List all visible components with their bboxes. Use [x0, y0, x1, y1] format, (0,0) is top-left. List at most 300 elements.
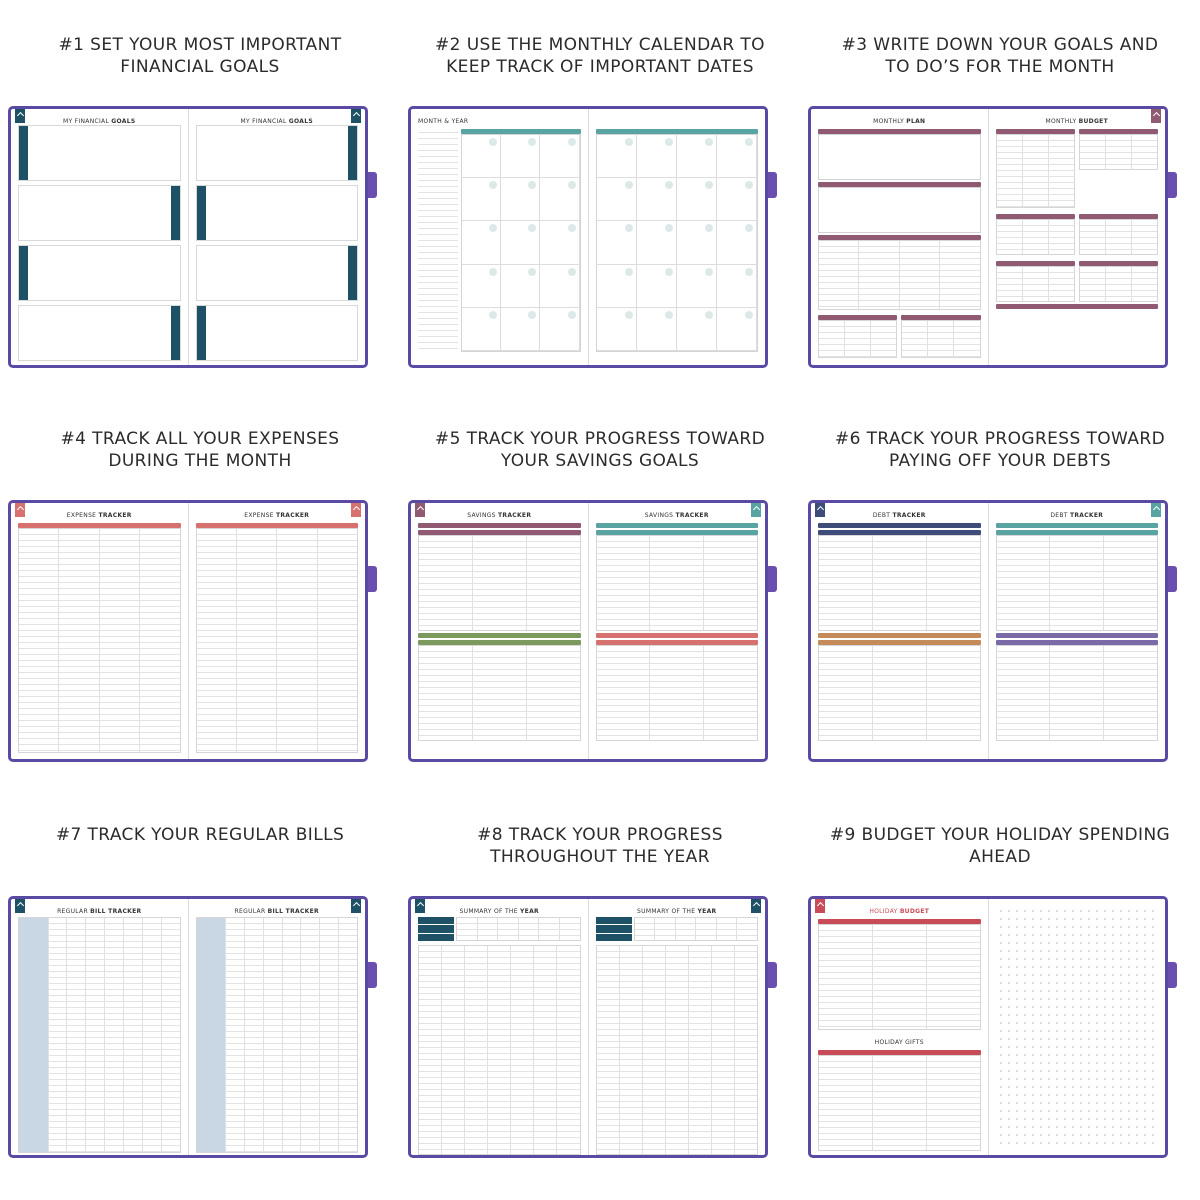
bill-col	[226, 918, 245, 1152]
day-dot	[705, 268, 713, 276]
goal-box	[196, 245, 359, 301]
day-cell	[462, 308, 501, 351]
bills-table-cols	[819, 241, 980, 309]
day-dot	[745, 311, 753, 319]
day-dot	[568, 311, 576, 319]
day-dot	[665, 268, 673, 276]
goal-header	[996, 523, 1159, 528]
log-table-col	[650, 646, 704, 740]
bills-table-col	[900, 241, 940, 309]
budget-cat	[996, 212, 1075, 255]
day-dot	[745, 224, 753, 232]
bookmark-ribbon	[15, 109, 25, 123]
day-cell	[637, 178, 677, 221]
spread-pages	[11, 109, 365, 365]
panel-3	[800, 0, 1200, 400]
right-page	[188, 899, 366, 1155]
cat-table-col	[1106, 220, 1132, 254]
summary-title-text: SUMMARY OF THE	[459, 908, 521, 915]
spread-pages	[11, 899, 365, 1155]
goal-box	[196, 125, 359, 181]
day-cell	[462, 265, 501, 308]
half	[818, 313, 897, 358]
day-cell	[540, 178, 579, 221]
summary-grid-col	[737, 918, 757, 940]
bookmark-ribbon	[15, 503, 25, 517]
bill-grid	[196, 917, 359, 1153]
bill-col	[320, 918, 339, 1152]
debt-title-bold: TRACKER	[1069, 512, 1104, 519]
bookmark-ribbon	[15, 899, 25, 913]
half-table-col	[871, 321, 896, 357]
goal-header	[818, 523, 981, 528]
bill-grid	[18, 917, 181, 1153]
bill-col	[19, 918, 49, 1152]
planner-spread	[808, 896, 1168, 1158]
caption-line: TO DO’S FOR THE MONTH	[885, 57, 1115, 77]
goal-label	[348, 246, 357, 300]
goal-label	[197, 186, 206, 240]
bookmark-tab	[368, 566, 377, 592]
day-cell	[717, 308, 757, 351]
left-page	[411, 899, 588, 1155]
gifts-table-col	[873, 1056, 927, 1150]
bill-title	[196, 907, 359, 917]
caption-4	[8, 428, 392, 472]
summary-table-col	[597, 946, 620, 1154]
summary-grid-col	[655, 918, 676, 940]
day-cell	[597, 178, 637, 221]
goal-box	[196, 185, 359, 241]
cat-table-col	[1023, 220, 1049, 254]
day-cell	[501, 221, 540, 264]
expense-title	[196, 511, 359, 521]
spread-pages	[811, 109, 1165, 365]
log-table	[996, 535, 1159, 631]
calendar-days	[461, 134, 581, 352]
day-dot	[745, 138, 753, 146]
log-table	[418, 645, 581, 741]
day-dot	[489, 181, 497, 189]
half-table-col	[845, 321, 871, 357]
day-cell	[677, 178, 717, 221]
holiday-title-bold: BUDGET	[899, 908, 930, 915]
right-page	[188, 503, 366, 759]
log-table-col	[650, 536, 704, 630]
planner-spread	[808, 106, 1168, 368]
expense-table-col	[277, 529, 317, 752]
day-dot	[625, 268, 633, 276]
day-dot	[745, 268, 753, 276]
expense-table-col	[19, 529, 59, 752]
bookmark-tab	[1168, 962, 1177, 988]
expense-title-bold: TRACKER	[98, 512, 132, 519]
caption-line: THROUGHOUT THE YEAR	[490, 847, 710, 867]
half-table-col	[928, 321, 954, 357]
cat-table-col	[997, 135, 1023, 207]
summary-table-cols	[597, 946, 758, 1154]
summary-table	[418, 945, 581, 1155]
calendar-grid	[596, 127, 759, 352]
summary-table-cols	[419, 946, 580, 1154]
goal-label	[197, 306, 206, 360]
row-label	[596, 934, 632, 941]
caption-7	[8, 824, 392, 846]
bill-col	[143, 918, 162, 1152]
gifts-table-col	[819, 1056, 873, 1150]
day-dot	[489, 268, 497, 276]
goal-label	[348, 126, 357, 180]
summary-title-bold: YEAR	[697, 908, 717, 915]
right-page	[988, 503, 1166, 759]
caption-line: FINANCIAL GOALS	[120, 57, 280, 77]
log-table-cols	[597, 646, 758, 740]
panel-1	[0, 0, 400, 400]
spread-pages	[811, 503, 1165, 759]
day-dot	[705, 224, 713, 232]
log-table-col	[927, 646, 980, 740]
half-table-col	[819, 321, 845, 357]
caption-line: AHEAD	[969, 847, 1031, 867]
caption-2	[408, 34, 792, 78]
goal-header	[818, 633, 981, 638]
left-page	[11, 503, 188, 759]
day-cell	[637, 265, 677, 308]
left-page	[811, 899, 988, 1155]
day-cell	[637, 308, 677, 351]
budget-cat	[996, 127, 1075, 208]
bookmark-ribbon	[351, 109, 361, 123]
day-cell	[597, 135, 637, 178]
summary-grid-col	[635, 918, 656, 940]
bookmark-ribbon	[1151, 503, 1161, 517]
log-table-col	[704, 536, 757, 630]
day-cell	[501, 265, 540, 308]
gifts-table	[818, 1055, 981, 1151]
day-cell	[717, 178, 757, 221]
panel-8	[400, 790, 800, 1190]
goal-label	[171, 306, 180, 360]
spread-pages	[411, 109, 765, 365]
goal-box	[196, 305, 359, 361]
log-table-col	[527, 536, 580, 630]
bookmark-ribbon	[751, 899, 761, 913]
cat-table-col	[1049, 135, 1074, 207]
bookmark-ribbon	[351, 503, 361, 517]
caption-line: #7 TRACK YOUR REGULAR BILLS	[55, 825, 345, 845]
summary-table	[596, 945, 759, 1155]
log-table-col	[873, 536, 927, 630]
savings-title-bold: TRACKER	[675, 512, 709, 519]
bookmark-tab	[768, 566, 777, 592]
log-table-col	[597, 646, 651, 740]
bill-title-bold: BILL TRACKER	[267, 908, 319, 915]
summary-table-col	[712, 946, 735, 1154]
bookmark-tab	[368, 962, 377, 988]
expense-table-col	[100, 529, 140, 752]
log-table-cols	[997, 536, 1158, 630]
day-cell	[540, 308, 579, 351]
section-box	[818, 134, 981, 180]
day-cell	[501, 308, 540, 351]
cat-table	[1079, 266, 1158, 302]
bill-col	[86, 918, 105, 1152]
log-table-cols	[419, 646, 580, 740]
day-cell	[717, 265, 757, 308]
goal-box	[18, 125, 181, 181]
log-table-cols	[819, 646, 980, 740]
summary-table-col	[488, 946, 511, 1154]
row-labels	[418, 917, 454, 941]
bills-table-col	[859, 241, 899, 309]
summary-grid-col	[478, 918, 499, 940]
day-dot	[528, 181, 536, 189]
right-page	[988, 109, 1166, 365]
row-label	[418, 925, 454, 932]
cat-table	[996, 134, 1075, 208]
expense-table-col	[237, 529, 277, 752]
left-page	[411, 503, 588, 759]
day-dot	[625, 311, 633, 319]
summary-table-col	[442, 946, 465, 1154]
cat-table-col	[1080, 220, 1106, 254]
log-table-col	[1104, 646, 1157, 740]
log-table	[818, 645, 981, 741]
summary-grid-col	[519, 918, 540, 940]
expense-table-cols	[19, 529, 180, 752]
expense-table	[196, 528, 359, 753]
goals-title-bold: GOALS	[111, 118, 136, 125]
summary-top	[596, 917, 759, 941]
day-cell	[717, 135, 757, 178]
caption-line: DURING THE MONTH	[108, 451, 292, 471]
caption-line: #5 TRACK YOUR PROGRESS TOWARD	[434, 429, 766, 449]
caption-line: #2 USE THE MONTHLY CALENDAR TO	[435, 35, 765, 55]
holiday-table-col	[927, 925, 980, 1029]
left-page	[811, 109, 988, 365]
goal-header	[418, 633, 581, 638]
caption-8	[408, 824, 792, 868]
debt-title-text: DEBT	[1050, 512, 1070, 519]
day-dot	[625, 138, 633, 146]
budget-grid	[996, 127, 1159, 302]
log-table-col	[597, 536, 651, 630]
half-table-col	[954, 321, 979, 357]
expense-title-text: EXPENSE	[244, 512, 276, 519]
goals-title-bold: GOALS	[288, 118, 313, 125]
budget-cat	[1079, 259, 1158, 302]
log-table	[596, 535, 759, 631]
goal-label	[19, 126, 28, 180]
debt-title	[818, 511, 981, 521]
bills-table-col	[940, 241, 979, 309]
spread-pages	[11, 503, 365, 759]
bookmark-tab	[1168, 172, 1177, 198]
day-dot	[625, 181, 633, 189]
bill-title	[18, 907, 181, 917]
spread-pages	[411, 503, 765, 759]
goal-box	[18, 245, 181, 301]
cat-table-cols	[1080, 135, 1157, 169]
right-page	[588, 503, 766, 759]
bill-col	[197, 918, 227, 1152]
cat-table	[1079, 134, 1158, 170]
bills-table-col	[819, 241, 859, 309]
savings-title-text: SAVINGS	[644, 512, 676, 519]
caption-line: KEEP TRACK OF IMPORTANT DATES	[446, 57, 754, 77]
notes-column	[418, 127, 458, 352]
row-label	[418, 917, 454, 924]
cat-table-col	[1132, 220, 1157, 254]
caption-9	[808, 824, 1192, 868]
goals-title-text: MY FINANCIAL	[240, 118, 289, 125]
summary-grid-col	[560, 918, 580, 940]
day-dot	[528, 224, 536, 232]
day-cell	[717, 221, 757, 264]
day-cell	[540, 221, 579, 264]
budget-cat	[1079, 212, 1158, 255]
log-table-col	[473, 536, 527, 630]
day-dot	[745, 181, 753, 189]
log-table	[418, 535, 581, 631]
panel-4	[0, 394, 400, 794]
bill-cols	[19, 918, 180, 1152]
expense-table	[18, 528, 181, 753]
bills-table	[818, 240, 981, 310]
summary-table-col	[620, 946, 643, 1154]
cat-table-cols	[997, 267, 1074, 301]
caption-line: #8 TRACK YOUR PROGRESS	[477, 825, 723, 845]
log-table-col	[1050, 646, 1104, 740]
month-year-label: MONTH & YEAR	[418, 118, 469, 125]
debt-title-text: DEBT	[872, 512, 893, 519]
left-page	[11, 899, 188, 1155]
day-cell	[540, 265, 579, 308]
left-page	[411, 109, 588, 365]
day-dot	[489, 138, 497, 146]
budget-title-text: MONTHLY	[1045, 118, 1079, 125]
cat-table-cols	[997, 135, 1074, 207]
summary-grid-col	[498, 918, 519, 940]
cat-table	[996, 219, 1075, 255]
cat-table-col	[1023, 135, 1049, 207]
holiday-title	[818, 907, 981, 917]
expense-table-cols	[197, 529, 358, 752]
bookmark-ribbon	[1151, 109, 1161, 123]
planner-spread	[8, 106, 368, 368]
log-table-col	[419, 536, 473, 630]
log-table-col	[1050, 536, 1104, 630]
caption-line: #1 SET YOUR MOST IMPORTANT	[58, 35, 342, 55]
calendar-grid	[461, 127, 581, 352]
half-table	[901, 320, 980, 358]
holiday-title-text: HOLIDAY	[869, 908, 900, 915]
bookmark-ribbon	[751, 503, 761, 517]
summary-table-col	[511, 946, 534, 1154]
planner-spread	[408, 896, 768, 1158]
calendar	[418, 127, 581, 352]
day-cell	[462, 221, 501, 264]
bookmark-ribbon	[351, 899, 361, 913]
day-cell	[597, 221, 637, 264]
row-label	[418, 934, 454, 941]
panel-6	[800, 394, 1200, 794]
planner-spread	[8, 500, 368, 762]
cat-table-col	[1080, 267, 1106, 301]
bill-title-text: REGULAR	[57, 908, 91, 915]
day-dot	[665, 138, 673, 146]
bill-col	[301, 918, 320, 1152]
log-table-col	[927, 536, 980, 630]
bookmark-tab	[1168, 566, 1177, 592]
summary-table-col	[689, 946, 712, 1154]
savings-title	[596, 511, 759, 521]
day-cell	[677, 135, 717, 178]
cat-table-col	[1132, 267, 1157, 301]
goal-header	[596, 523, 759, 528]
half	[901, 313, 980, 358]
cat-table-col	[1106, 267, 1132, 301]
log-table-cols	[597, 536, 758, 630]
panel-9	[800, 790, 1200, 1190]
day-cell	[597, 265, 637, 308]
bookmark-tab	[368, 172, 377, 198]
day-cell	[637, 221, 677, 264]
caption-line: YOUR SAVINGS GOALS	[500, 451, 700, 471]
planner-spread	[408, 106, 768, 368]
holiday-table-col	[819, 925, 873, 1029]
bill-col	[49, 918, 68, 1152]
cat-table-cols	[1080, 220, 1157, 254]
half-table-cols	[819, 321, 896, 357]
log-table-cols	[997, 646, 1158, 740]
goals-title-text: MY FINANCIAL	[63, 118, 112, 125]
log-table	[818, 535, 981, 631]
expense-title	[18, 511, 181, 521]
summary-grid	[634, 917, 759, 941]
summary-grid-col	[457, 918, 478, 940]
summary-table-col	[534, 946, 557, 1154]
day-cell	[462, 135, 501, 178]
right-page	[988, 899, 1166, 1155]
day-dot	[665, 181, 673, 189]
caption-line: #4 TRACK ALL YOUR EXPENSES	[60, 429, 340, 449]
goal-label	[19, 246, 28, 300]
day-dot	[705, 138, 713, 146]
panel-2	[400, 0, 800, 400]
log-table-col	[1104, 536, 1157, 630]
calendar	[596, 127, 759, 352]
summary-grid-cols	[457, 918, 580, 940]
bill-col	[339, 918, 357, 1152]
bill-title-text: REGULAR	[234, 908, 268, 915]
summary-title	[596, 907, 759, 917]
bill-col	[264, 918, 283, 1152]
planner-spread	[8, 896, 368, 1158]
cat-table-col	[997, 267, 1023, 301]
bill-col	[124, 918, 143, 1152]
summary-table-col	[735, 946, 757, 1154]
goal-header	[418, 523, 581, 528]
day-dot	[625, 224, 633, 232]
cat-table	[1079, 219, 1158, 255]
caption-3	[808, 34, 1192, 78]
savings-title	[418, 511, 581, 521]
day-dot	[528, 311, 536, 319]
log-table-col	[704, 646, 757, 740]
bill-col	[67, 918, 86, 1152]
day-dot	[568, 138, 576, 146]
